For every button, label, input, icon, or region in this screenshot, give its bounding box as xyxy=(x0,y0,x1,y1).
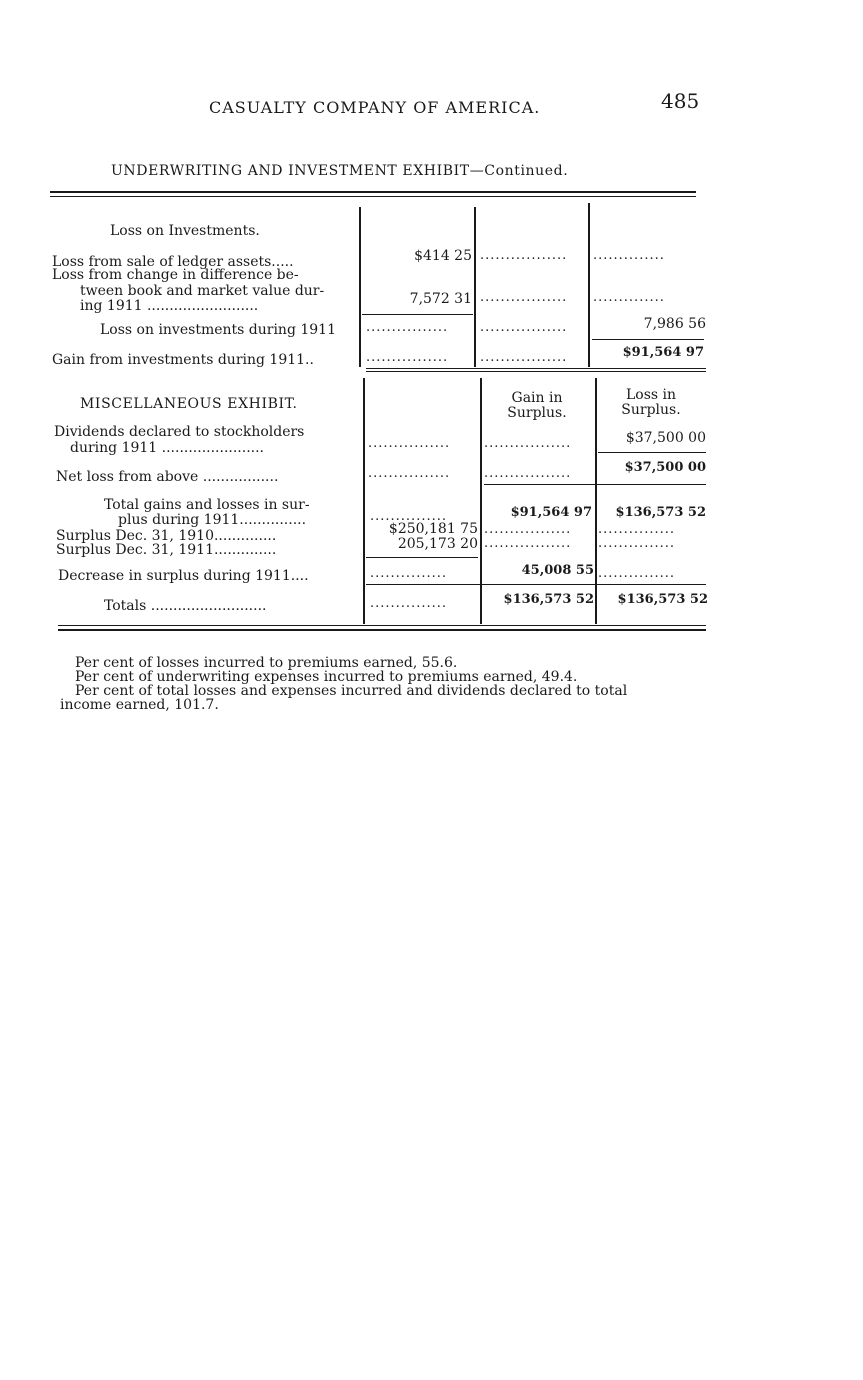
leader-dots: ............... xyxy=(598,522,675,537)
leader-dots: ................. xyxy=(480,290,568,305)
column-header-loss xyxy=(596,388,706,418)
leader-dots: ................. xyxy=(480,350,568,365)
table-top-rule-thin xyxy=(50,196,696,197)
leader-dots: ................. xyxy=(480,320,568,335)
column-header-line: Surplus. xyxy=(621,402,681,418)
leader-dots: ................ xyxy=(368,466,451,481)
loss-section-heading: Loss on Investments. xyxy=(110,223,260,239)
column-divider xyxy=(588,203,590,367)
leader-dots: ................. xyxy=(484,536,572,551)
row-value: 7,986 56 xyxy=(643,316,706,332)
row-value: $136,573 52 xyxy=(615,505,706,520)
row-label: Gain from investments during 1911.. xyxy=(52,352,314,368)
row-value: $91,564 97 xyxy=(510,505,592,520)
sum-rule xyxy=(366,584,706,585)
running-title: CASUALTY COMPANY OF AMERICA. xyxy=(209,98,541,117)
leader-dots: .............. xyxy=(593,248,665,263)
row-value: 45,008 55 xyxy=(521,563,594,578)
sum-rule xyxy=(592,339,704,340)
section-rule xyxy=(366,371,706,372)
row-value: $136,573 52 xyxy=(503,592,594,607)
section-title: UNDERWRITING AND INVESTMENT EXHIBIT—Continued. xyxy=(111,163,569,179)
footnote: income earned, 101.7. xyxy=(60,697,219,713)
row-value: 205,173 20 xyxy=(397,536,478,552)
row-value: $250,181 75 xyxy=(388,521,478,537)
leader-dots: ................ xyxy=(366,350,449,365)
sum-rule xyxy=(362,314,473,315)
row-label: Loss on investments during 1911 xyxy=(100,322,336,338)
row-value: $91,564 97 xyxy=(622,345,704,360)
leader-dots: ............... xyxy=(370,596,447,611)
footnote: Per cent of underwriting expenses incurred to premiums earned, 49.4. xyxy=(75,669,578,685)
page-number: 485 xyxy=(661,89,700,113)
sum-rule xyxy=(484,484,706,485)
sum-rule xyxy=(598,452,706,453)
column-header-gain xyxy=(482,391,592,421)
row-value: $414 25 xyxy=(414,248,472,264)
row-label: ing 1911 ......................... xyxy=(80,298,259,314)
column-header-line: Surplus. xyxy=(507,405,567,421)
table-bottom-rule xyxy=(58,629,706,631)
row-label: Totals .......................... xyxy=(104,598,267,614)
row-value: $37,500 00 xyxy=(624,460,706,475)
footnote: Per cent of losses incurred to premiums earned, 55.6. xyxy=(75,655,458,671)
row-label: Net loss from above ................. xyxy=(56,469,279,485)
row-label: Surplus Dec. 31, 1911.............. xyxy=(56,542,277,558)
misc-section-heading: MISCELLANEOUS EXHIBIT. xyxy=(80,396,298,412)
leader-dots: ................. xyxy=(484,436,572,451)
row-label: tween book and market value dur- xyxy=(80,283,325,299)
leader-dots: ............... xyxy=(598,536,675,551)
row-value: $136,573 52 xyxy=(617,592,708,607)
leader-dots: ................ xyxy=(368,436,451,451)
leader-dots: ............... xyxy=(370,566,447,581)
row-label: Loss from change in difference be- xyxy=(52,267,299,283)
leader-dots: ............... xyxy=(370,509,447,524)
row-label: Loss from sale of ledger assets..... xyxy=(52,254,294,270)
column-header-line: Gain in xyxy=(511,390,563,406)
leader-dots: ............... xyxy=(598,566,675,581)
leader-dots: .............. xyxy=(593,290,665,305)
row-value: 7,572 31 xyxy=(409,291,472,307)
column-divider xyxy=(363,378,365,624)
table-top-rule xyxy=(50,191,696,193)
table-bottom-rule-thin xyxy=(58,625,706,626)
row-value: $37,500 00 xyxy=(625,430,706,446)
leader-dots: ................. xyxy=(480,248,568,263)
leader-dots: ................. xyxy=(484,522,572,537)
row-label: Dividends declared to stockholders xyxy=(54,424,305,440)
column-header-line: Loss in xyxy=(625,387,677,403)
row-label: plus during 1911............... xyxy=(118,512,307,528)
row-label: during 1911 ....................... xyxy=(70,440,265,456)
leader-dots: ................ xyxy=(366,320,449,335)
column-divider xyxy=(359,207,361,367)
row-label: Total gains and losses in sur- xyxy=(104,497,310,513)
footnote: Per cent of total losses and expenses incurred and dividends declared to total xyxy=(75,683,628,699)
section-rule xyxy=(366,368,706,369)
row-label: Decrease in surplus during 1911.... xyxy=(58,568,309,584)
sum-rule xyxy=(366,557,478,558)
leader-dots: ................. xyxy=(484,466,572,481)
row-label: Surplus Dec. 31, 1910.............. xyxy=(56,528,277,544)
column-divider xyxy=(474,207,476,367)
